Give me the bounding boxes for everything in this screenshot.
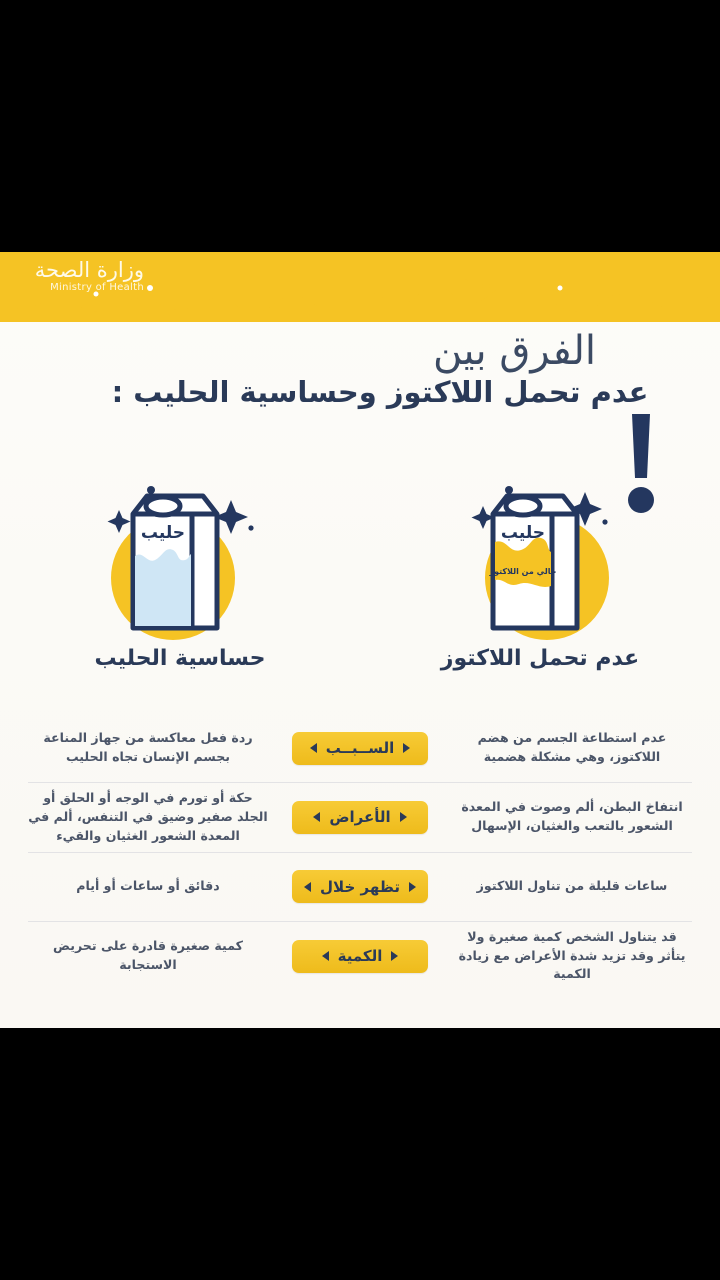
title-line-1: الفرق بين [432, 328, 596, 374]
row-3-left-value: دقائق أو ساعات أو أيام [76, 878, 220, 894]
icon-column-lactose-intolerance [390, 470, 690, 680]
arrow-left-icon [304, 882, 311, 892]
icons-row [0, 470, 720, 680]
icon-column-milk-allergy [30, 470, 330, 680]
infographic-poster [0, 252, 720, 1028]
logo-english-text: Ministry of Health [50, 282, 144, 293]
row-3-right-value: ساعات قليلة من تناول اللاكتوز [476, 878, 668, 894]
arrow-left-icon [313, 812, 320, 822]
row-1-right-value: عدم استطاعة الجسم من هضم اللاكتوز، وهي مشكلة هضمية [477, 730, 667, 764]
row-3-badge-label: تظهر خلال [320, 877, 400, 896]
letterbox-top-bar [0, 0, 720, 252]
row-1-left-value: ردة فعل معاكسة من جهاز المناعة بجسم الإنسان تجاه الحليب [43, 730, 253, 764]
arrow-right-icon [403, 743, 410, 753]
carton-illustration-lactose-free [390, 470, 690, 642]
title-line-2: عدم تحمل اللاكتوز وحساسية الحليب : [111, 375, 649, 409]
row-4-right-value: قد يتناول الشخص كمية صغيرة ولا يتأثر وقد تزيد شدة الأعراض مع زيادة الكمية [458, 928, 686, 982]
svg-text:حليب: حليب [500, 523, 546, 543]
arrow-left-icon [322, 951, 329, 961]
table-row [28, 714, 692, 782]
logo-arabic-text: وزارة الصحة [34, 258, 144, 282]
comparison-table [28, 714, 692, 990]
poster-title [52, 330, 652, 409]
svg-text:حليب: حليب [140, 523, 186, 543]
caption-milk-allergy: حساسية الحليب [94, 646, 266, 671]
row-1-badge-label: الســبــب [325, 739, 395, 757]
arrow-right-icon [409, 882, 416, 892]
row-3-badge[interactable] [292, 870, 428, 903]
milk-carton-icon [75, 470, 285, 642]
header-band [0, 252, 720, 322]
ministry-of-health-logo [14, 260, 144, 293]
svg-text:خالي من اللاكتوز: خالي من اللاكتوز [489, 567, 557, 576]
row-2-left-value: حكة أو تورم في الوجه أو الحلق أو الجلد صفير وضيق في التنفس، ألم في المعدة الشعور الغثيان والقيء [28, 790, 268, 843]
caption-lactose-intolerance: عدم تحمل اللاكتوز [440, 646, 640, 671]
milk-carton-lactose-free-icon [435, 470, 645, 642]
table-row [28, 852, 692, 921]
table-row [28, 921, 692, 991]
arrow-right-icon [391, 951, 398, 961]
table-row [28, 782, 692, 852]
row-1-badge[interactable] [292, 732, 428, 765]
row-2-right-value: انتفاخ البطن، ألم وصوت في المعدة الشعور بالتعب والغثيان، الإسهال [461, 799, 683, 834]
letterbox-bottom-bar [0, 1028, 720, 1280]
row-2-badge-label: الأعراض [329, 808, 391, 827]
arrow-right-icon [400, 812, 407, 822]
row-4-badge[interactable] [292, 940, 428, 973]
row-2-badge[interactable] [292, 801, 428, 834]
row-4-badge-label: الكمية [337, 947, 383, 965]
row-4-left-value: كمية صغيرة قادرة على تحريض الاستجابة [53, 938, 243, 972]
carton-illustration-milk [30, 470, 330, 642]
arrow-left-icon [310, 743, 317, 753]
